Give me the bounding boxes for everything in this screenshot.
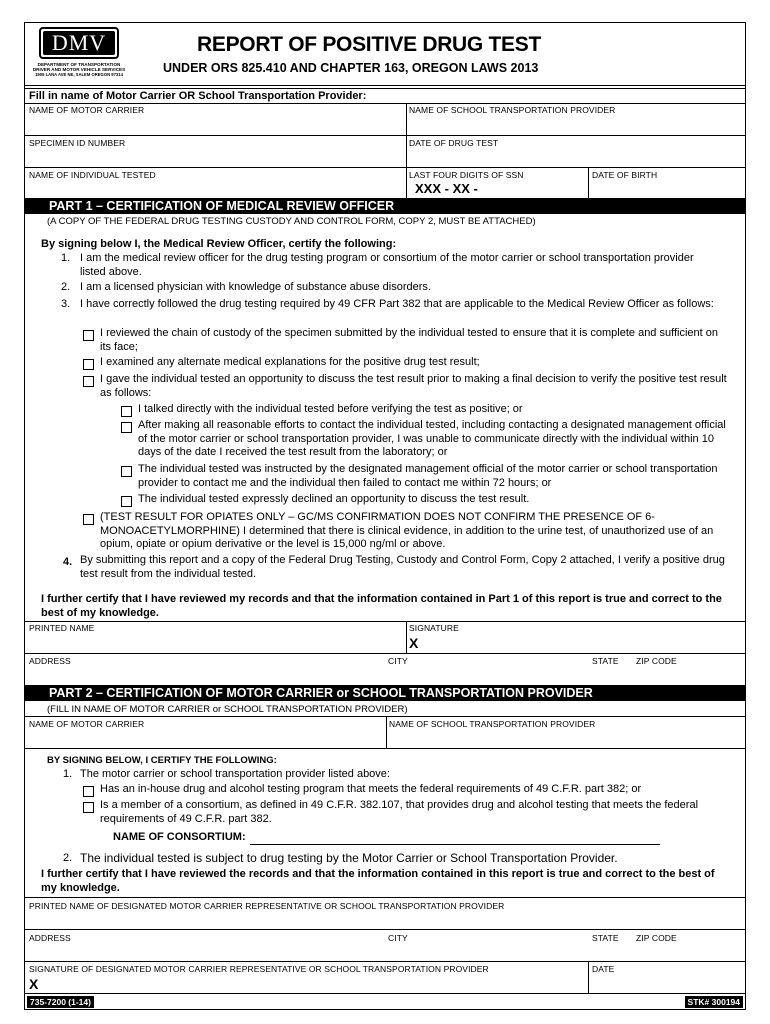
specimen-id-label: SPECIMEN ID NUMBER [29,138,126,148]
logo-division-line: DRIVER AND MOTOR VEHICLE SERVICES [32,67,126,72]
checkbox-opiates-label: (TEST RESULT FOR OPIATES ONLY – GC/MS CONFIRMATION DOES NOT CONFIRM THE PRESENCE OF 6-MONOACETYLMORPHINE) I determined that there is clinical evidence, in addition to the urine test, of unauthorized use of an opium, opiate or opium derivative or the level is 15,000 ng/ml or above. [100,511,714,550]
carrier-instruction: Fill in name of Motor Carrier OR School Transportation Provider: [29,90,367,102]
school-provider-field[interactable] [406,103,745,135]
consortium-input[interactable] [250,831,660,845]
part1-heading: PART 1 – CERTIFICATION OF MEDICAL REVIEW OFFICER [25,198,745,214]
part1-address-field[interactable] [25,653,745,685]
part2-date-field[interactable] [588,961,745,993]
part2-heading: PART 2 – CERTIFICATION OF MOTOR CARRIER or SCHOOL TRANSPORTATION PROVIDER [25,685,745,701]
dmv-logo-box [39,27,119,59]
individual-tested-label: NAME OF INDIVIDUAL TESTED [29,170,156,180]
checkbox-failed-to-contact[interactable] [121,463,137,481]
part1-item1-number: 1. [61,252,71,264]
part2-school-provider-field[interactable] [386,716,745,748]
checkbox-failed-to-contact-label: The individual tested was instructed by the designated management official of the motor carrier or school transportation provider to contact me and the individual then failed to contact me within 72 hours; or [138,463,718,489]
checkbox-unable-to-contact[interactable] [121,419,137,437]
part1-printed-name-field[interactable] [25,621,406,653]
checkbox-opiates[interactable] [83,511,99,529]
part1-zip-label: ZIP CODE [636,656,677,666]
dob-field[interactable] [588,167,745,199]
part2-item2-number: 2. [63,852,73,864]
logo-address-line: 1905 LANA AVE NE, SALEM OREGON 97314 [35,72,123,77]
individual-tested-field[interactable] [25,167,406,199]
form-subtitle: UNDER ORS 825.410 AND CHAPTER 163, OREGON LAWS 2013 [163,61,539,75]
checkbox-declined-discuss-label: The individual tested expressly declined an opportunity to discuss the test result. [138,493,530,505]
part2-address-field[interactable] [25,929,745,961]
part1-item4-number: 4. [63,556,73,568]
part2-signature-x: X [29,976,39,992]
form-number: 735-7200 (1-14) [27,996,94,1008]
checkbox-talked-directly-label: I talked directly with the individual tested before verifying the test as positive; or [138,403,523,415]
stock-number: STK# 300194 [685,996,743,1008]
logo-dept-line: DEPARTMENT OF TRANSPORTATION [37,62,121,67]
dmv-logo-text: DMV [43,31,115,55]
checkbox-opportunity-discuss[interactable] [83,373,99,391]
motor-carrier-label: NAME OF MOTOR CARRIER [29,105,145,115]
part1-certify-statement: I further certify that I have reviewed my records and that the information contained in Part 1 of this report is true and correct to the best of my knowledge. [41,593,722,619]
motor-carrier-field[interactable] [25,103,406,135]
part2-certify-statement: I further certify that I have reviewed the records and that the information contained in this report is true and correct to the best of my knowledge. [41,868,715,894]
checkbox-alternate-explanations[interactable] [83,356,99,374]
part1-state-label: STATE [592,656,619,666]
part1-item2-number: 2. [61,281,71,293]
part1-item4: By submitting this report and a copy of the Federal Drug Testing, Custody and Control Form, Copy 2 attached, I verify a positive drug test result from the individual tested. [80,554,725,580]
dob-label: DATE OF BIRTH [592,170,658,180]
part2-signature-field[interactable] [25,961,588,993]
part1-signature-label: SIGNATURE [409,623,459,633]
checkbox-chain-of-custody-label: I reviewed the chain of custody of the specimen submitted by the individual tested to ensure that it is complete and sufficient on its face; [100,327,718,353]
part2-printed-name-label: PRINTED NAME OF DESIGNATED MOTOR CARRIER REPRESENTATIVE OR SCHOOL TRANSPORTATION PROVIDER [29,901,505,911]
checkbox-unable-to-contact-label: After making all reasonable efforts to contact the individual tested, including contacting a designated management official of the motor carrier or school transportation provider, I was unable to communicate directly with the individual within 10 days of the date I received the test result from the laboratory; or [138,419,726,458]
checkbox-consortium-member-label: Is a member of a consortium, as defined in 49 C.F.R. 382.107, that provides drug and alcohol testing that meets the federal requirements of 49 C.F.R. part 382. [100,799,699,825]
checkbox-chain-of-custody[interactable] [83,327,99,345]
part1-signature-field[interactable] [406,621,745,653]
part2-motor-carrier-field[interactable] [25,716,386,748]
ssn-value[interactable]: XXX - XX - [415,181,478,196]
part2-state-label: STATE [592,933,619,943]
checkbox-consortium-member[interactable] [83,799,99,817]
checkbox-alternate-explanations-label: I examined any alternate medical explanations for the positive drug test result; [100,356,480,368]
checkbox-in-house-program-label: Has an in-house drug and alcohol testing program that meets the federal requirements of 49 C.F.R. part 382; or [100,783,642,795]
part2-motor-carrier-label: NAME OF MOTOR CARRIER [29,719,145,729]
part2-zip-label: ZIP CODE [636,933,677,943]
part2-item1: The motor carrier or school transportation provider listed above: [80,768,390,780]
part2-note: (FILL IN NAME OF MOTOR CARRIER or SCHOOL TRANSPORTATION PROVIDER) [47,704,408,715]
part1-intro: By signing below I, the Medical Review Officer, certify the following: [41,238,397,250]
part1-printed-name-label: PRINTED NAME [29,623,95,633]
date-of-test-field[interactable] [406,135,745,167]
part2-address-label: ADDRESS [29,933,71,943]
part2-date-label: DATE [592,964,615,974]
part2-intro: BY SIGNING BELOW, I CERTIFY THE FOLLOWING: [47,755,277,766]
part2-item1-number: 1. [63,768,73,780]
part1-item3: I have correctly followed the drug testing required by 49 CFR Part 382 that are applicable to the Medical Review Officer as follows: [80,298,714,310]
ssn-label: LAST FOUR DIGITS OF SSN [409,170,524,180]
form-page [24,22,746,1010]
part1-signature-x: X [409,635,419,651]
date-of-test-label: DATE OF DRUG TEST [409,138,499,148]
consortium-label: NAME OF CONSORTIUM: [113,831,246,843]
specimen-id-field[interactable] [25,135,406,167]
part1-item2: I am a licensed physician with knowledge of substance abuse disorders. [80,281,431,293]
part1-item3-number: 3. [61,298,71,310]
school-provider-label: NAME OF SCHOOL TRANSPORTATION PROVIDER [409,105,616,115]
part2-signature-label: SIGNATURE OF DESIGNATED MOTOR CARRIER REPRESENTATIVE OR SCHOOL TRANSPORTATION PROVIDER [29,964,489,974]
dmv-logo [31,27,127,75]
part1-city-label: CITY [388,656,408,666]
part2-school-provider-label: NAME OF SCHOOL TRANSPORTATION PROVIDER [389,719,596,729]
checkbox-declined-discuss[interactable] [121,493,137,511]
part1-item1: I am the medical review officer for the drug testing program or consortium of the motor carrier or school transportation provider listed above. [80,252,694,278]
part1-address-label: ADDRESS [29,656,71,666]
part2-city-label: CITY [388,933,408,943]
part2-printed-name-field[interactable] [25,897,745,929]
form-title: REPORT OF POSITIVE DRUG TEST [197,33,541,56]
part2-item2: The individual tested is subject to drug testing by the Motor Carrier or School Transportation Provider. [80,851,618,865]
checkbox-opportunity-discuss-label: I gave the individual tested an opportunity to discuss the test result prior to making a final decision to verify the positive test result as follows: [100,373,727,399]
part1-note: (A COPY OF THE FEDERAL DRUG TESTING CUSTODY AND CONTROL FORM, COPY 2, MUST BE ATTACHED) [47,216,536,227]
